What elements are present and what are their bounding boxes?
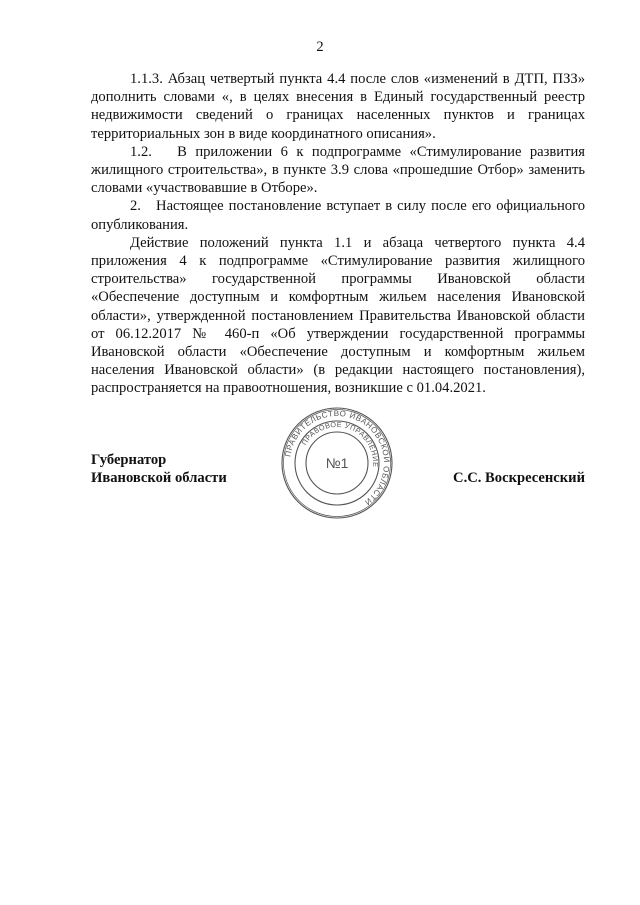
stamp-outer-text: ПРАВИТЕЛЬСТВО ИВАНОВСКОЙ ОБЛАСТИ [283,408,392,508]
paragraph-1-1-3: 1.1.3. Абзац четвертый пункта 4.4 после слов «изменений в ДТП, ПЗЗ» дополнить словами «, в целях внесения в Единый государственный реестр недвижимости сведений о границах населенных пунктов и границах территориальных зон в виде координатного описания». [91,71,585,142]
paragraph-2: 2. Настоящее постановление вступает в силу после его официального опубликования. [91,198,585,233]
document-body [91,70,585,398]
signatory-name: С.С. Воскресенский [453,470,585,486]
paragraph-effect: Действие положений пункта 1.1 и абзаца четвертого пункта 4.4 приложения 4 к подпрограмме «Стимулирование развития жилищного строительства» государственной программы Ивановской области «Обеспечение доступным и комфортным жильем населения Ивановской области», утвержденной постановлением Правительства Ивановской области от 06.12.2017 № 460-п «Об утверждении государственной программы Ивановской области «Обеспечение доступным и комфортным жильем населения Ивановской области» (в редакции настоящего постановления), распространяется на правоотношения, возникшие с 01.04.2021. [91,234,585,397]
signatory-position-line1: Губернатор [91,452,167,468]
page-number: 2 [316,39,324,55]
stamp-inner-text: ПРАВОВОЕ УПРАВЛЕНИЕ [299,419,381,468]
official-stamp [280,406,394,520]
signatory-position-line2: Ивановской области [91,470,227,487]
stamp-seal-icon [280,406,394,520]
paragraph-1-2: 1.2. В приложении 6 к подпрограмме «Стимулирование развития жилищного строительства», в пункте 3.9 слова «прошедшие Отбор» заменить словами «участвовавшие в Отборе». [91,143,585,197]
signatory-position [91,451,227,487]
stamp-center-text: №1 [325,455,349,471]
